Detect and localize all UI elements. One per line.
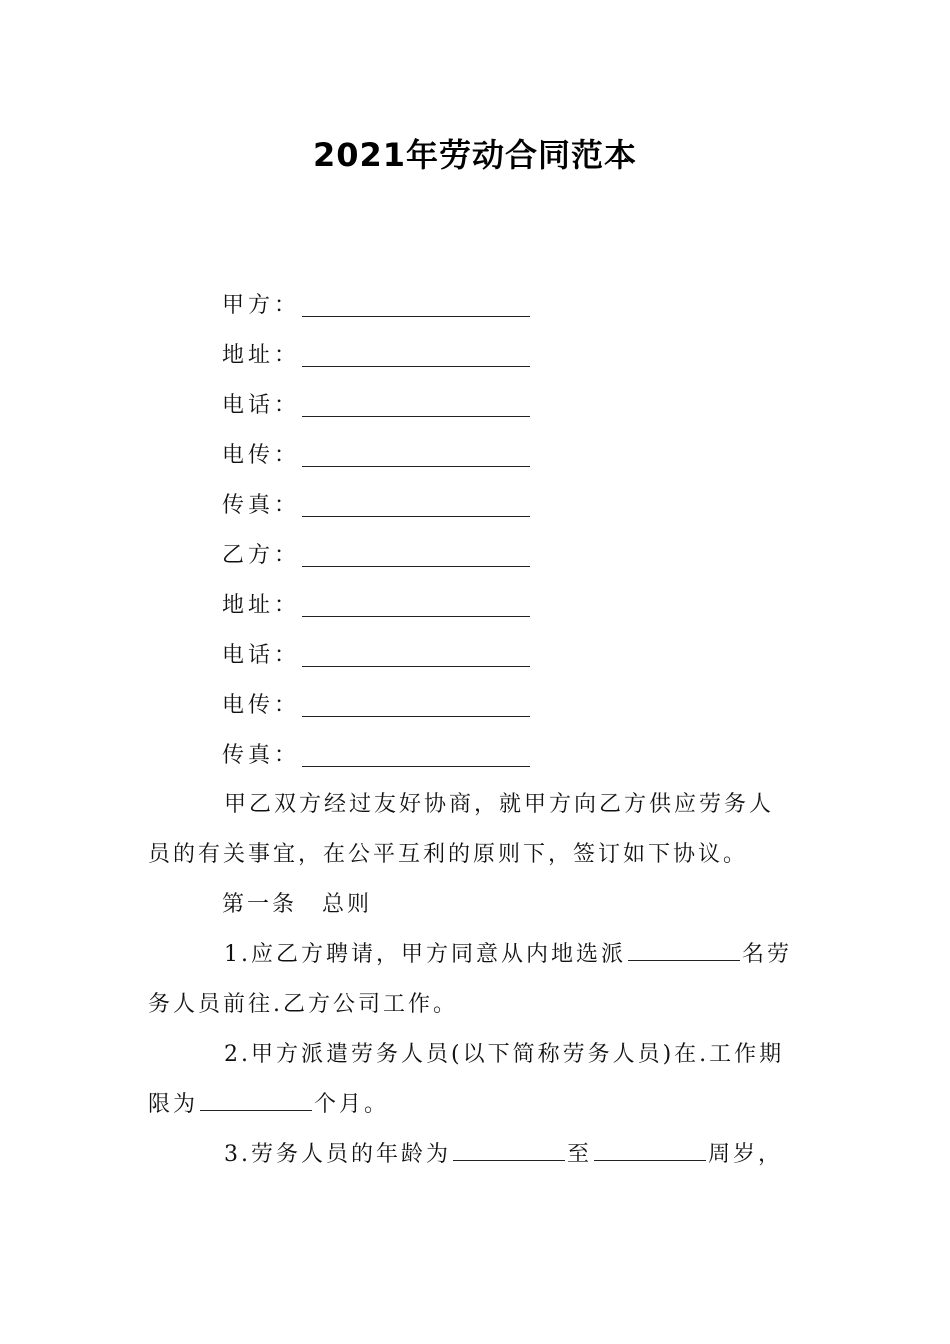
item-3-text-c: 周岁，: [708, 1142, 784, 1167]
party-a-name-field[interactable]: [222, 290, 530, 340]
fill-line[interactable]: [302, 340, 530, 367]
party-b-phone-field[interactable]: [222, 640, 530, 690]
field-label: 传真：: [222, 743, 301, 768]
term-months-blank[interactable]: [200, 1088, 312, 1111]
fill-line[interactable]: [302, 440, 530, 467]
fill-line[interactable]: [302, 690, 530, 717]
item-2-line-2: [148, 1080, 808, 1130]
fill-line[interactable]: [302, 490, 530, 517]
party-a-phone-field[interactable]: [222, 390, 530, 440]
fill-line[interactable]: [302, 740, 530, 767]
field-label: 电传：: [222, 443, 301, 468]
intro-line-1: 甲乙双方经过友好协商，就甲方向乙方供应劳务人: [224, 792, 775, 817]
fill-line[interactable]: [302, 640, 530, 667]
fill-line[interactable]: [302, 290, 530, 317]
item-3-line-1: [148, 1130, 808, 1180]
field-label: 地址：: [222, 593, 301, 618]
intro-paragraph: [148, 780, 808, 880]
field-label: 地址：: [222, 343, 301, 368]
fill-line[interactable]: [302, 540, 530, 567]
article-1-item-2: [148, 1030, 808, 1130]
intro-line-2: 员的有关事宜，在公平互利的原则下，签订如下协议。: [148, 842, 749, 867]
article-1-item-1: [148, 930, 808, 1030]
party-fields: [222, 290, 530, 790]
field-label: 电话：: [222, 393, 301, 418]
item-1-text-a: 1.应乙方聘请，甲方同意从内地选派: [224, 942, 626, 967]
item-1-line-1: [148, 930, 808, 980]
article-1-item-3: [148, 1130, 808, 1180]
party-a-fax-field[interactable]: [222, 490, 530, 540]
item-3-text-a: 3.劳务人员的年龄为: [224, 1142, 451, 1167]
fill-line[interactable]: [302, 390, 530, 417]
field-label: 乙方：: [222, 543, 301, 568]
party-b-telex-field[interactable]: [222, 690, 530, 740]
article-1-heading: 第一条 总则: [222, 892, 373, 917]
max-age-blank[interactable]: [594, 1138, 706, 1161]
party-a-address-field[interactable]: [222, 340, 530, 390]
item-2-line-1: 2.甲方派遣劳务人员(以下简称劳务人员)在.工作期: [224, 1042, 785, 1067]
party-b-address-field[interactable]: [222, 590, 530, 640]
party-b-name-field[interactable]: [222, 540, 530, 590]
item-2-text-c: 个月。: [314, 1092, 390, 1117]
item-1-text-b: 名劳: [742, 942, 793, 967]
party-a-telex-field[interactable]: [222, 440, 530, 490]
worker-count-blank[interactable]: [628, 938, 740, 961]
item-3-text-b: 至: [567, 1142, 593, 1167]
item-1-line-2: 务人员前往.乙方公司工作。: [148, 992, 458, 1017]
field-label: 传真：: [222, 493, 301, 518]
min-age-blank[interactable]: [453, 1138, 565, 1161]
fill-line[interactable]: [302, 590, 530, 617]
item-2-text-b: 限为: [148, 1092, 199, 1117]
field-label: 电话：: [222, 643, 301, 668]
field-label: 甲方：: [222, 293, 301, 318]
document-title: 2021年劳动合同范本: [312, 136, 638, 174]
field-label: 电传：: [222, 693, 301, 718]
